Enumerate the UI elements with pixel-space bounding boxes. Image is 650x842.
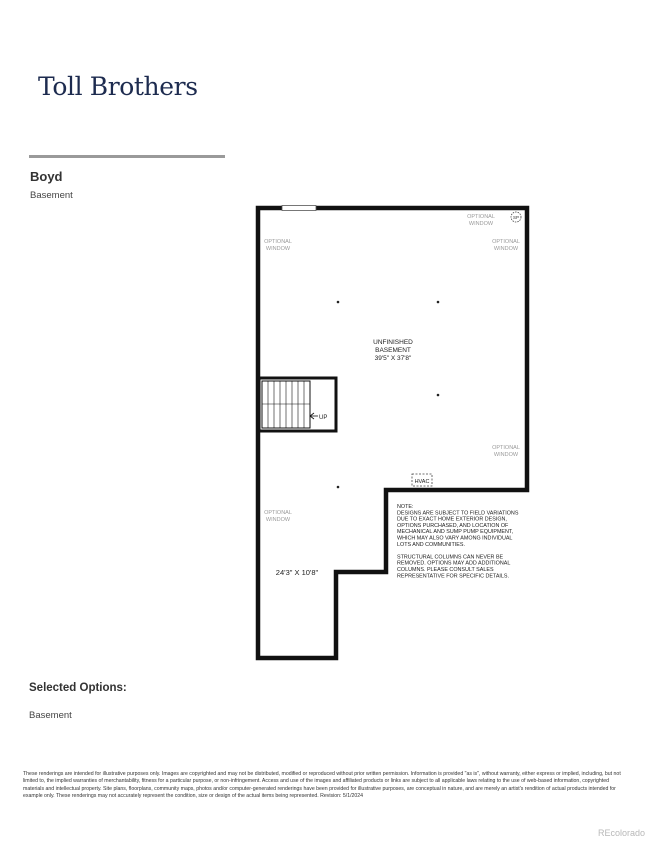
note-line: DUE TO EXACT HOME EXTERIOR DESIGN, <box>397 516 507 523</box>
plan-note <box>397 504 519 579</box>
note-line: COLUMNS. PLEASE CONSULT SALES <box>397 567 494 573</box>
optional-window-right-1: OPTIONAL <box>492 239 520 245</box>
sump-pump-label: SP <box>512 215 520 220</box>
note-line: REMOVED. OPTIONS MAY ADD ADDITIONAL <box>397 560 511 567</box>
optional-window-top-2: WINDOW <box>468 221 494 227</box>
model-name: Boyd <box>30 169 63 184</box>
basement-outline <box>258 208 527 658</box>
stair-up-label: UP <box>319 415 328 421</box>
level-name: Basement <box>30 190 73 201</box>
note-line: MECHANICAL AND SUMP PUMP EQUIPMENT, <box>397 529 514 536</box>
note-line: STRUCTURAL COLUMNS CAN NEVER BE <box>397 554 504 561</box>
optional-window-left-1: OPTIONAL <box>264 239 292 245</box>
hvac-label: HVAC <box>414 479 430 485</box>
optional-window-lower-left-2: WINDOW <box>265 517 291 523</box>
optional-window-lower-left-1: OPTIONAL <box>264 510 292 516</box>
column-dot <box>437 301 440 304</box>
selected-option-item: Basement <box>29 710 72 721</box>
note-line: DESIGNS ARE SUBJECT TO FIELD VARIATIONS <box>397 510 519 517</box>
optional-window-right-lower-2: WINDOW <box>493 452 519 458</box>
column-dot <box>337 486 340 489</box>
top-window <box>282 206 316 211</box>
selected-options-heading: Selected Options: <box>29 682 127 694</box>
note-line: OPTIONS PURCHASED, AND LOCATION OF <box>397 522 509 529</box>
room-name-line2: BASEMENT <box>375 347 411 354</box>
note-line: WHICH MAY ALSO VARY AMONG INDIVIDUAL <box>397 535 513 542</box>
legal-disclaimer: These renderings are intended for illustrative purposes only. Images are copyrighted and may not be distributed, modified or reproduced without prior written permission. Information is provided "as is", without warranty, either express or implied, including, but not limited to, the implied warranties of merchantability, fitness for a particular purpose, or non-infringement. Access and use of the images and affiliated products or links are subject to all applicable laws relating to the use of web-based information, copyrighted materials and intellectual property. Site plans, floorplans, community maps, photos and/or computer-generated renderings have been provided for illustrative purposes, are conceptual in nature, and are merely an artist's rendition of actual products intended for example only. These renderings may not accurately represent the condition, size or design of the actual items being represented. Revision: 5/1/2024 <box>23 771 621 800</box>
recolorado-watermark: REcolorado <box>597 828 645 838</box>
note-line: LOTS AND COMMUNITIES. <box>397 541 465 548</box>
note-line: NOTE: <box>397 504 414 510</box>
optional-window-right-lower-1: OPTIONAL <box>492 445 520 451</box>
optional-window-left-2: WINDOW <box>265 246 291 252</box>
optional-window-top-1: OPTIONAL <box>467 214 495 220</box>
note-line: REPRESENTATIVE FOR SPECIFIC DETAILS. <box>397 573 510 580</box>
lower-room-dimensions: 24'3" X 10'8" <box>275 568 319 577</box>
optional-window-right-2: WINDOW <box>493 246 519 252</box>
room-dimensions: 39'5" X 37'8" <box>374 355 412 362</box>
column-dot <box>337 301 340 304</box>
toll-brothers-logo: Toll Brothers <box>38 72 198 101</box>
staircase <box>259 378 336 431</box>
column-dot <box>437 394 440 397</box>
room-name-line1: UNFINISHED <box>373 339 413 346</box>
